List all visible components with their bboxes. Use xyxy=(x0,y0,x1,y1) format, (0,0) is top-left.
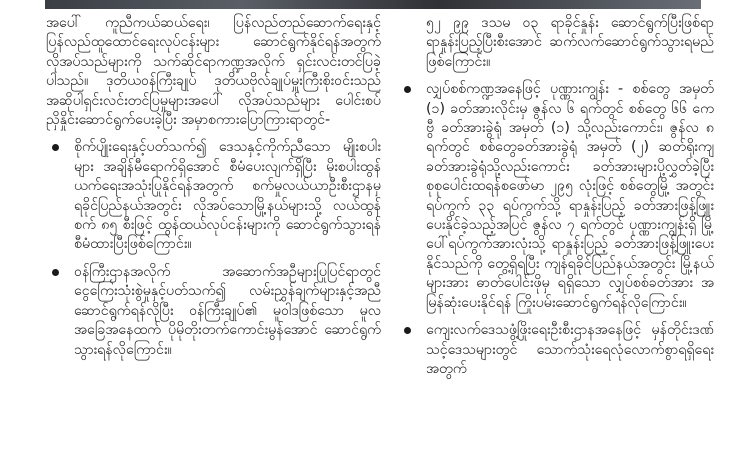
right-bullet-list xyxy=(398,80,714,379)
bullet-item: ဝန်ကြီးဌာနအလိုက် အဆောက်အဦများပြုပြင်ရာတွင် ငွေကြေးသုံးစွဲမှုနှင့်ပတ်သက်၍ လမ်းညွှန်ချက်များနှင့်အညီ ဆောင်ရွက်ရန်လိုပြီး ဝန်ကြီးချုပ်၏ မူဝါဒဖြစ်သော မူလအခြေအနေထက် ပိုမိုတိုးတက်ကောင်းမွန်အောင် ဆောင်ရွက်သွားရန်လိုကြောင်း။ xyxy=(46,263,381,360)
intro-paragraph: အပေါ် ကူညီကယ်ဆယ်ရေး၊ ပြန်လည်တည်ဆောက်ရေးနှင့် ပြန်လည်ထူထောင်ရေးလုပ်ငန်းများ ဆောင်ရွက်နိုင်ရန်အတွက် လိုအပ်သည်များကို သက်ဆိုင်ရာကဏ္ဍအလိုက် ရှင်းလင်းတင်ပြခဲ့ပါသည်။ ဒုတိယဝန်ကြီးချုပ် ဒုတိယဗိုလ်ချုပ်မှူးကြီးစိုးဝင်းသည် အဆိုပါရှင်းလင်းတင်ပြမှုများအပေါ် လိုအပ်သည်များ ပေါင်းစပ်ညှိနှိုင်းဆောင်ရွက်ပေးခဲ့ပြီး အမှာစကားပြောကြားရာတွင်- xyxy=(46,15,381,129)
continuation-paragraph: ၅၂ ၉၉ ဒသမ ၀၃ ရာခိုင်နှုန်း ဆောင်ရွက်ပြီးဖြစ်ရာ ရာနှုန်းပြည့်ပြီးစီးအောင် ဆက်လက်ဆောင်ရွက်သွားရမည်ဖြစ်ကြောင်း။ xyxy=(426,15,714,70)
bullet-item: ကျေးလက်ဒေသဖွံ့ဖြိုးရေးဦးစီးဌာနအနေဖြင့် မှန်တိုင်းဒဏ်သင့်ဒေသများတွင် သောက်သုံးရေလုံလောက်စွာရရှိရေးအတွက် xyxy=(398,321,714,379)
header-photo-strip xyxy=(45,0,701,9)
bullet-item: စိုက်ပျိုးရေးနှင့်ပတ်သက်၍ ဒေသနှင့်ကိုက်ညီသော မျိုးစပါးများ အချိန်မီရောက်ရှိအောင် စီမံပေးလျက်ရှိပြီး မိုးစပါးထွန်ယက်ရေးအသုံးပြုနိုင်ရန်အတွက် စက်မှုလယ်ယာဦးစီးဌာနမှ ရခိုင်ပြည်နယ်အတွင်း လိုအပ်သောမြို့နယ်များသို့ လယ်ထွန်စက် ၈၅ စီးဖြင့် ထွန်ထယ်လုပ်ငန်းများကို ဆောင်ရွက်သွားရန် စီမံထားပြီးဖြစ်ကြောင်း။ xyxy=(46,138,381,254)
bullet-item: လျှပ်စစ်ကဏ္ဍအနေဖြင့် ပုဏ္ဏားကျွန်း - စစ်တွေ အမှတ် (၁) ခတ်အားလိုင်းမှ ဇွန်လ ၆ ရက်တွင် စစ်တွေ ၆၆ ကေဗွီ ခတ်အားခွဲရုံ အမှတ် (၁) သို့လည်းကောင်း၊ ဇွန်လ ၈ ရက်တွင် စစ်တွေခတ်အားခွဲရုံ အမှတ် (၂) ဆတ်ရိုးကျ ခတ်အားခွဲရုံသို့လည်းကောင်း ခတ်အားများပို့လွှတ်ခဲ့ပြီး စုစုပေါင်းထရန်စဖော်မာ ၂၉၅ လုံးဖြင့် စစ်တွေမြို့ အတွင်း ရပ်ကွက် ၃၃ ရပ်ကွက်သို့ ရာနှုန်းပြည့် ခတ်အားဖြန့်ဖြူးပေးနိုင်ခဲ့သည့်အပြင် ဇွန်လ ၇ ရက်တွင် ပုဏ္ဏားကျွန်းရှိ မြို့ပေါ်ရပ်ကွက်အားလုံးသို့ ရာနှုန်းပြည့် ခတ်အားဖြန့်ဖြူးပေးနိုင်သည်ကို တွေ့ရှိရပြီး ကျန်ရခိုင်ပြည်နယ်အတွင်း မြို့နယ်များအား ဓာတ်ပေါင်းဖိုမှ ရရှိသော လျှပ်စစ်ခတ်အား အမြန်ဆုံးပေးနိုင်ရန် ကြိုးပမ်းဆောင်ရွက်ရန်လိုကြောင်း။ xyxy=(398,80,714,313)
left-column xyxy=(46,14,381,360)
right-column xyxy=(398,14,714,379)
left-bullet-list xyxy=(46,138,381,359)
